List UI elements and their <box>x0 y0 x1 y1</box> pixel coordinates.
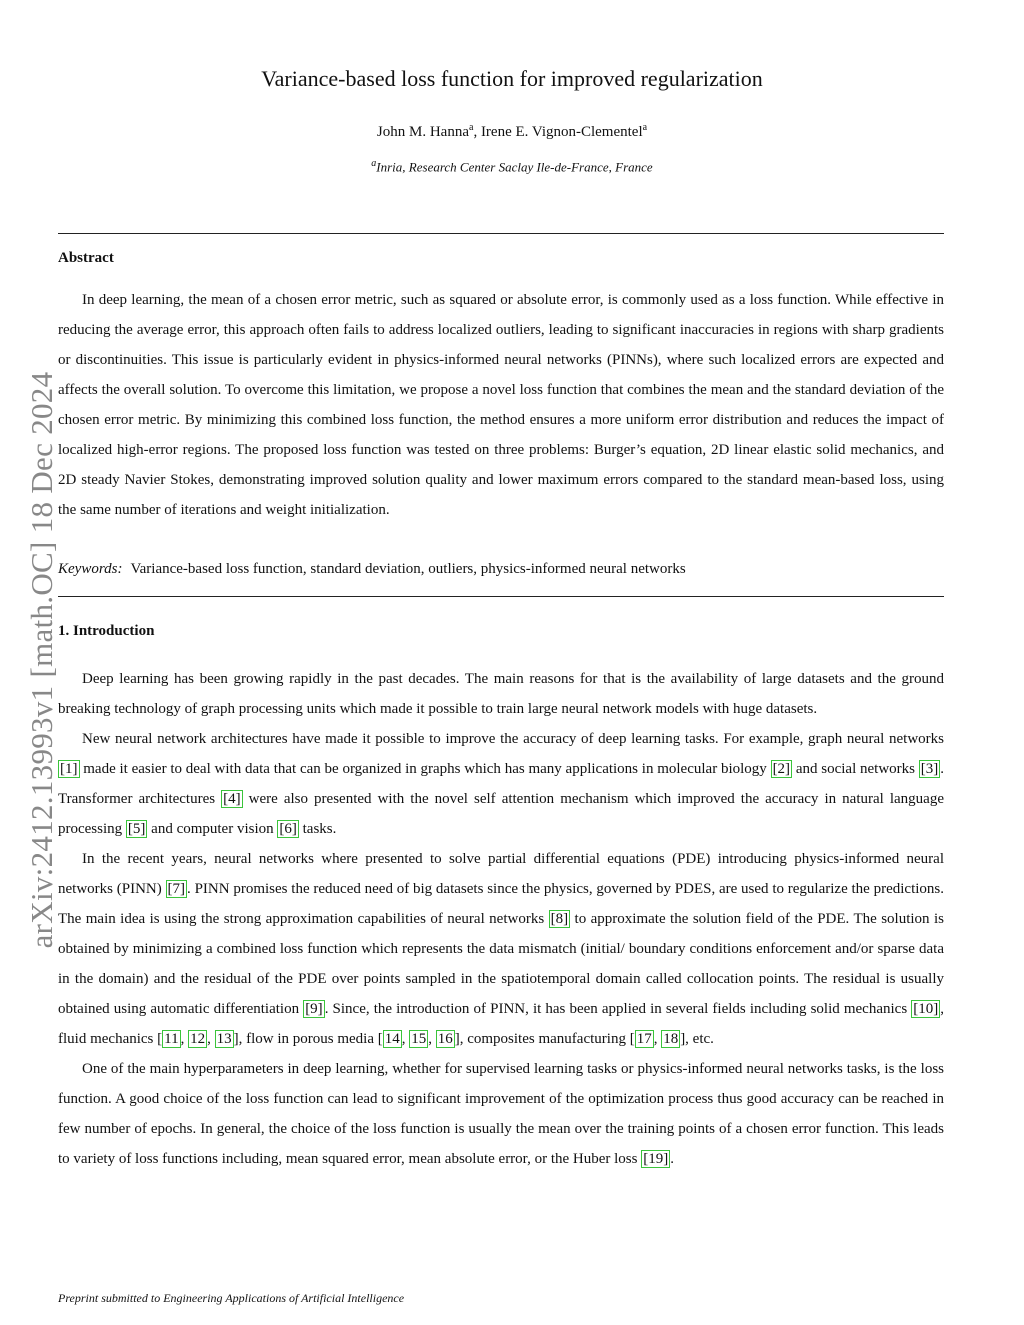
page-footer: Preprint submitted to Engineering Applications of Artificial Intelligence <box>58 1291 405 1305</box>
arxiv-stamp[interactable]: arXiv:2412.13993v1 [math.OC] 18 Dec 2024 <box>24 371 59 949</box>
introduction-body <box>58 664 944 1174</box>
intro-paragraph-1: Deep learning has been growing rapidly in the past decades. The main reasons for that is the availability of large datasets and the ground breaking technology of graph processing units which made it possible to train large neural network models with huge datasets. <box>58 671 944 717</box>
affiliation-mark: a <box>371 158 377 169</box>
citation-link[interactable]: 17 <box>636 1031 652 1047</box>
citation-link[interactable]: [2] <box>772 761 791 777</box>
abstract-top-rule <box>58 233 944 234</box>
citation-link[interactable]: 18 <box>663 1031 679 1047</box>
keywords <box>58 561 944 578</box>
citation-link[interactable]: [3] <box>920 761 939 777</box>
citation-link[interactable]: [7] <box>167 881 186 897</box>
citation-link[interactable]: [4] <box>223 791 241 807</box>
citation-link[interactable]: [10] <box>913 1001 939 1017</box>
citation-link[interactable]: [8] <box>550 911 569 927</box>
author-affil-mark: a <box>642 122 648 133</box>
author-affil-mark: a <box>468 122 474 133</box>
abstract-text: In deep learning, the mean of a chosen error metric, such as squared or absolute error, is commonly used as a loss function. While effective in reducing the average error, this approach often fails to address localized outliers, leading to significant inaccuracies in regions with sharp gradients or discontinuities. This issue is particularly evident in physics-informed neural networks (PINNs), where such localized errors are expected and affects the overall solution. To overcome this limitation, we propose a novel loss function that combines the mean and the standard deviation of the chosen error metric. By minimizing this combined loss function, the method ensures a more uniform error distribution and reduces the impact of localized high-error regions. The proposed loss function was tested on three problems: Burger’s equation, 2D linear elastic solid mechanics, and 2D steady Navier Stokes, demonstrating improved solution quality and lower maximum errors compared to the standard mean-based loss, using the same number of iterations and weight initialization. <box>58 292 944 518</box>
affiliation-text: Inria, Research Center Saclay Ile-de-France, France <box>376 159 653 175</box>
intro-paragraph-2: New neural network architectures have made it possible to improve the accuracy of deep learning tasks. For example, graph neural networks [1] made it easier to deal with data that can be organized in graphs which has many applications in molecular biology [2] and social networks [3] . Transformer architectures [4] were also presented with the novel self attention mechanism which improved the accuracy in natural language processing [5] and computer vision [6] tasks. <box>58 731 945 837</box>
citation-link[interactable]: [9] <box>305 1001 323 1017</box>
abstract-body <box>58 285 944 525</box>
citation-link[interactable]: [1] <box>60 761 78 777</box>
paper-title: Variance-based loss function for improved regularization <box>261 66 763 91</box>
citation-link[interactable]: [5] <box>127 821 146 837</box>
citation-link[interactable]: 11 <box>164 1031 179 1047</box>
citation-link[interactable]: [19] <box>643 1151 669 1167</box>
intro-paragraph-3: In the recent years, neural networks where presented to solve partial differential equations (PDE) introducing physics-informed neural networks (PINN) [7] . PINN promises the reduced need of big datasets since the physics, governed by PDES, are used to regularize the predictions. The main idea is using the strong approximation capabilities of neural networks [8] to approximate the solution field of the PDE. The solution is obtained by minimizing a combined loss function which represents the data mismatch (initial/ boundary conditions enforcement and/or sparse data in the domain) and the residual of the PDE over points sampled in the spatiotemporal domain called collocation points. The residual is usually obtained using automatic differentiation [9] . Since, the introduction of PINN, it has been applied in several fields including solid mechanics [10] , fluid mechanics [ 11 , 12 , 13 ], flow in porous media [ 14 , 15 , 16 ], composites manufacturing [ 17 , 18 ], etc. <box>58 851 945 1047</box>
intro-paragraph-4: One of the main hyperparameters in deep learning, whether for supervised learning tasks or physics-informed neural networks tasks, is the loss function. A good choice of the loss function can lead to significant improvement of the optimization process thus good accuracy can be reached in few number of epochs. In general, the choice of the loss function is usually the mean over the training points of a chosen error function. This leads to variety of loss functions including, mean squared error, mean absolute error, or the Huber loss [19] . <box>58 1061 944 1167</box>
citation-link[interactable]: [6] <box>279 821 297 837</box>
citation-link[interactable]: 12 <box>190 1031 206 1047</box>
keywords-text: Variance-based loss function, standard deviation, outliers, physics-informed neural networks <box>130 561 686 577</box>
section-heading-introduction: 1. Introduction <box>58 623 155 639</box>
affiliation <box>0 158 1024 175</box>
citation-link[interactable]: 15 <box>411 1031 427 1047</box>
citation-link[interactable]: 16 <box>437 1031 453 1047</box>
citation-link[interactable]: 13 <box>216 1031 232 1047</box>
citation-link[interactable]: 14 <box>384 1031 400 1047</box>
abstract-bottom-rule <box>58 596 944 597</box>
author-name: John M. Hanna <box>376 124 469 140</box>
author-list: John M. Hanna$^a$, Irene E. Vignon-Clementel$^a$ <box>376 122 648 140</box>
author-name: Irene E. Vignon-Clementel <box>480 124 643 140</box>
keywords-label: Keywords: <box>58 561 123 577</box>
abstract-heading: Abstract <box>58 250 114 266</box>
